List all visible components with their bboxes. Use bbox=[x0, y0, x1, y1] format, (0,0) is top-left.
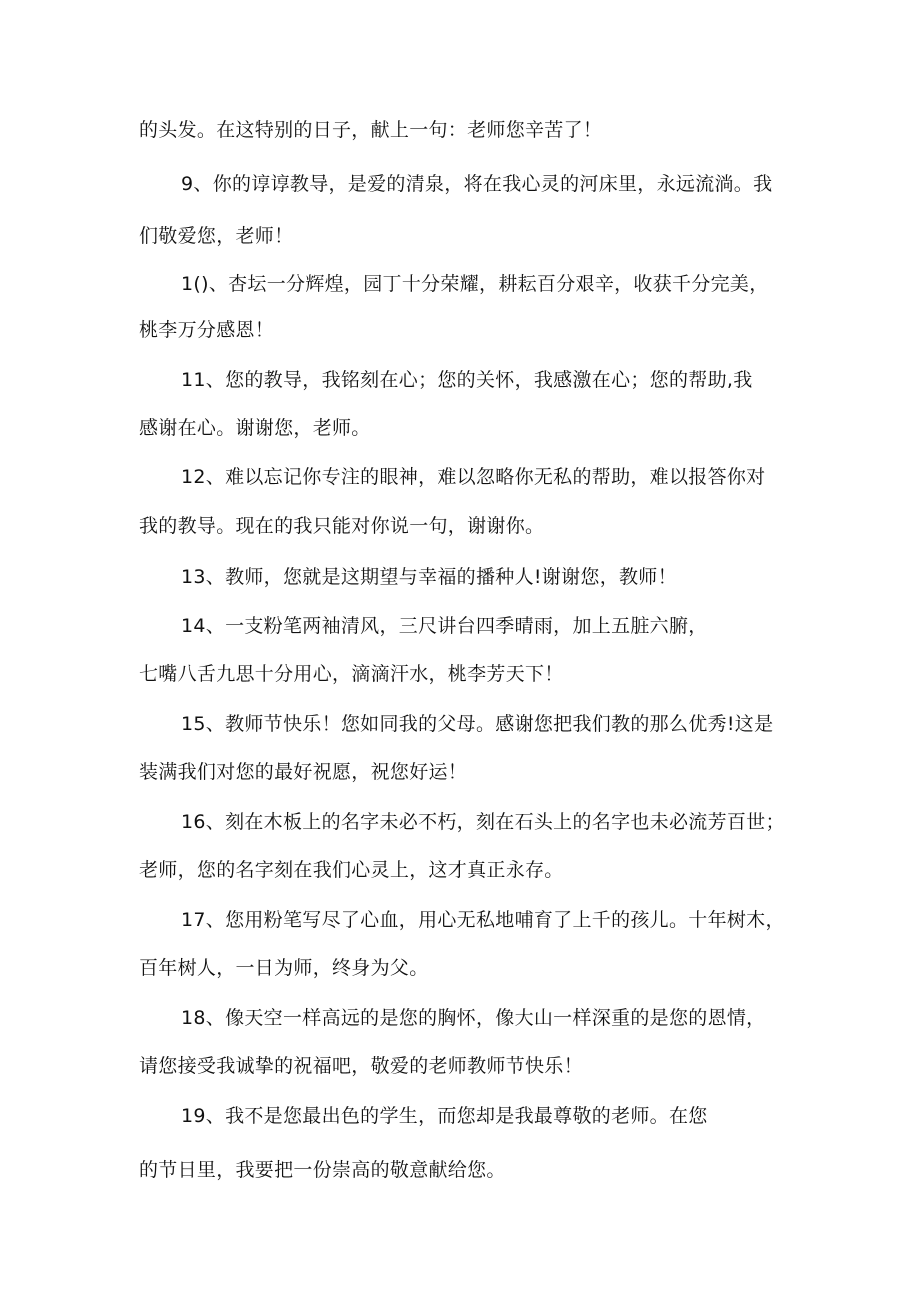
text-line: 老师，您的名字刻在我们心灵上，这才真正永存。 bbox=[139, 859, 564, 881]
text-line: 百年树人，一日为师，终身为父。 bbox=[139, 957, 429, 979]
text-line: 16、刻在木板上的名字未必不朽，刻在石头上的名字也未必流芳百世； bbox=[181, 811, 785, 833]
text-line: 9、你的谆谆教导，是爱的清泉，将在我心灵的河床里，永远流淌。我 bbox=[181, 173, 773, 195]
text-line: 桃李万分感恩！ bbox=[139, 319, 275, 341]
text-line: 12、难以忘记你专注的眼神，难以忽略你无私的帮助，难以报答你对 bbox=[181, 466, 766, 488]
text-line: 11、您的教导，我铭刻在心；您的关怀，我感激在心；您的帮助,我 bbox=[181, 369, 753, 391]
text-line: 我的教导。现在的我只能对你说一句，谢谢你。 bbox=[139, 515, 545, 537]
text-line: 17、您用粉笔写尽了心血，用心无私地哺育了上千的孩儿。十年树木， bbox=[181, 909, 785, 931]
text-line: 1()、杏坛一分辉煌，园丁十分荣耀，耕耘百分艰辛，收获千分完美， bbox=[181, 273, 769, 295]
text-line: 们敬爱您，老师！ bbox=[139, 225, 294, 247]
text-line: 14、一支粉笔两袖清风，三尺讲台四季晴雨，加上五脏六腑， bbox=[181, 615, 708, 637]
text-line: 感谢在心。谢谢您，老师。 bbox=[139, 417, 371, 439]
text-line: 的节日里，我要把一份崇高的敬意献给您。 bbox=[139, 1159, 506, 1181]
text-line: 13、教师，您就是这期望与幸福的播种人!谢谢您，教师！ bbox=[181, 566, 677, 588]
text-line: 18、像天空一样高远的是您的胸怀，像大山一样深重的是您的恩情， bbox=[181, 1007, 766, 1029]
text-line: 七嘴八舌九思十分用心，滴滴汗水，桃李芳天下！ bbox=[139, 663, 564, 685]
text-line: 请您接受我诚挚的祝福吧，敬爱的老师教师节快乐！ bbox=[139, 1055, 583, 1077]
text-line: 15、教师节快乐！您如同我的父母。感谢您把我们教的那么优秀!这是 bbox=[181, 713, 774, 735]
text-line: 的头发。在这特别的日子，献上一句：老师您辛苦了！ bbox=[139, 119, 603, 141]
text-line: 装满我们对您的最好祝愿，祝您好运！ bbox=[139, 761, 468, 783]
text-line: 19、我不是您最出色的学生，而您却是我最尊敬的老师。在您 bbox=[181, 1105, 708, 1127]
